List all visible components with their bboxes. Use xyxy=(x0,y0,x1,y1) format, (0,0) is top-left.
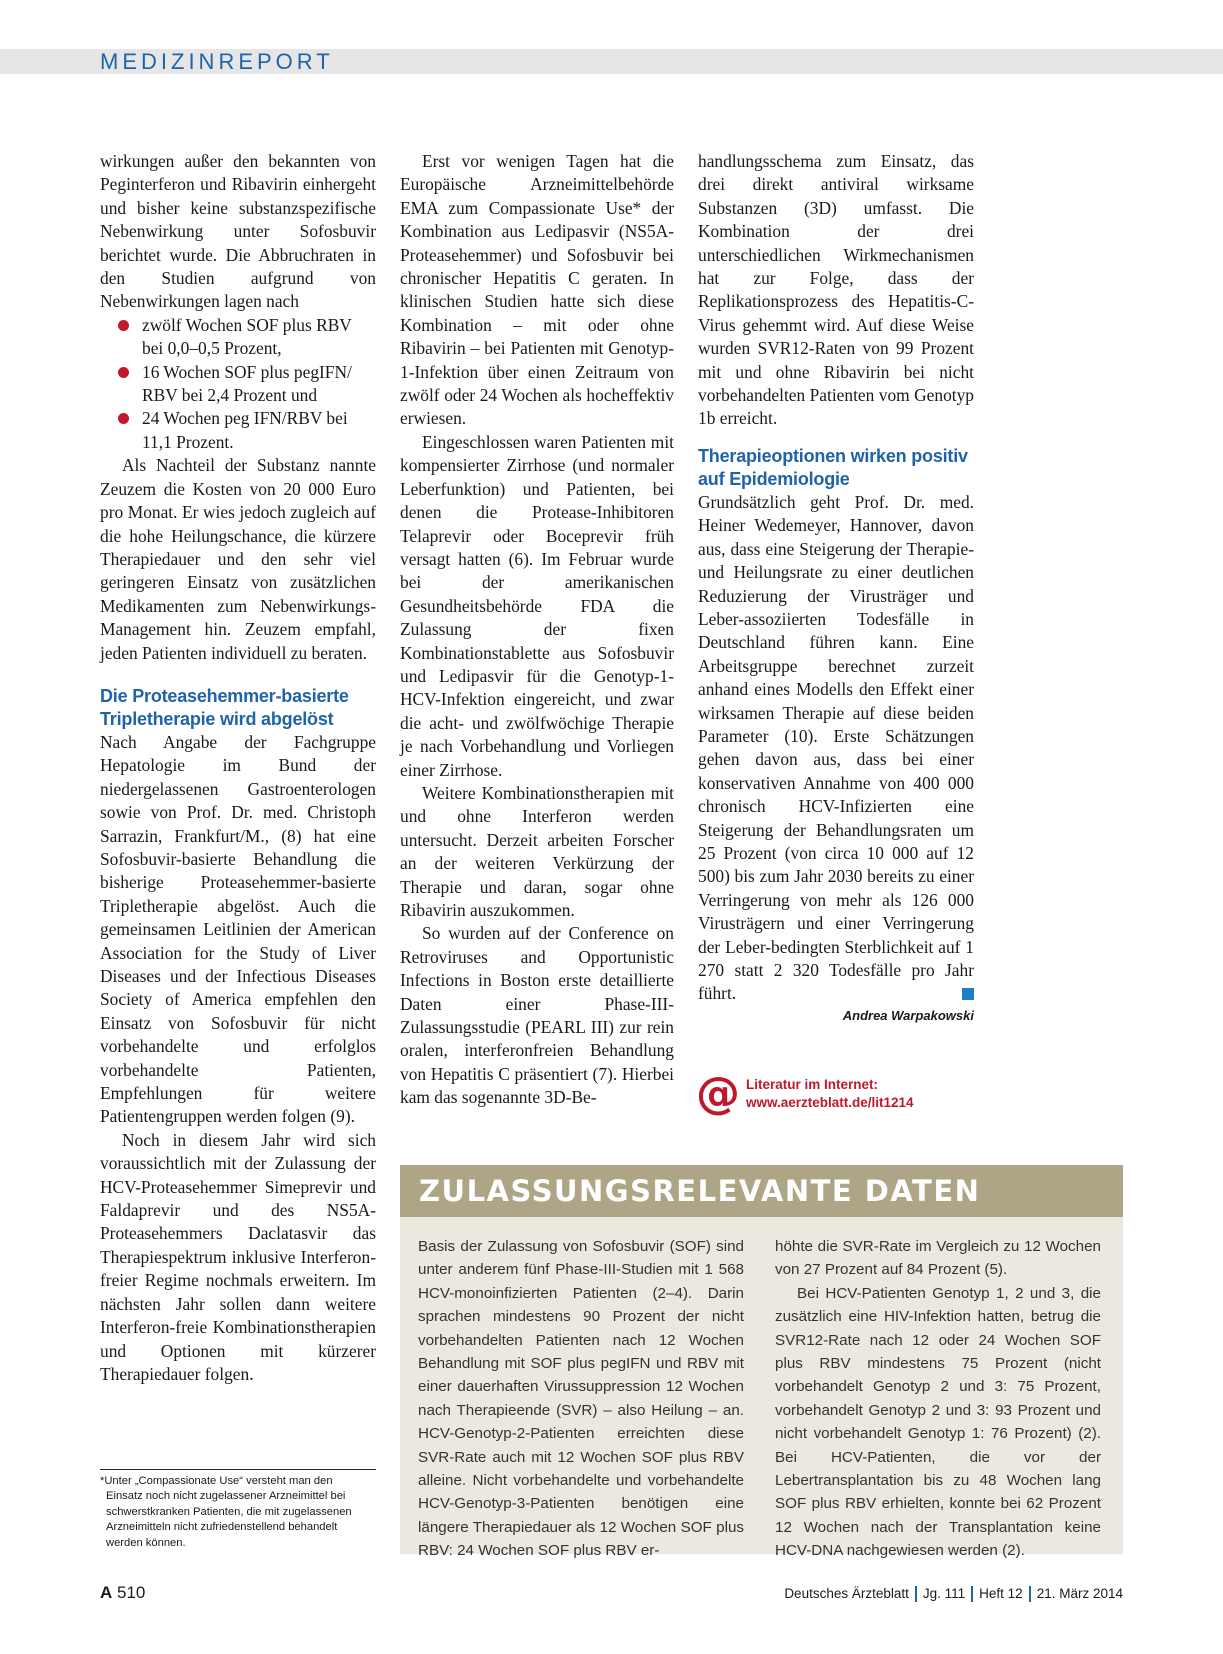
subheading: Die Proteasehemmer-basierte Tripletherapie wird abgelöst xyxy=(100,685,349,729)
literature-label: Literatur im Internet: xyxy=(746,1077,879,1092)
journal-volume: Jg. 111 xyxy=(922,1586,966,1601)
page-number-value: 510 xyxy=(117,1583,146,1602)
bullet-dot-icon xyxy=(118,367,129,378)
bullet-dot-icon xyxy=(118,320,129,331)
info-box-column-1 xyxy=(418,1235,744,1563)
info-box xyxy=(400,1165,1123,1560)
literature-link[interactable] xyxy=(696,1068,914,1119)
paragraph: handlungsschema zum Einsatz, das drei direkt antiviral wirksame Substanzen (3D) umfasst. Die Kombination der drei unterschiedlichen Wirkmechanismen hat zur Folge, dass der Replikationsprozess des Hepatitis-C-Virus gehemmt wird. Auf diese Weise wurden SVR12-Raten von 99 Prozent mit und ohne Ribavirin bei nicht vorbehandelten Patienten vom Genotyp 1b erreicht. xyxy=(698,151,974,429)
at-sign-icon: @ xyxy=(696,1068,740,1119)
footnote-divider xyxy=(100,1469,376,1470)
list-item-text: 16 Wochen SOF plus pegIFN/ RBV bei 2,4 Prozent und xyxy=(142,361,352,406)
paragraph: höhte die SVR-Rate im Vergleich zu 12 Wochen von 27 Prozent auf 84 Prozent (5). xyxy=(775,1238,1101,1279)
paragraph: Bei HCV-Patienten Genotyp 1, 2 und 3, die zusätzlich eine HIV-Infektion hatten, betrug die SVR12-Rate nach 12 oder 24 Wochen SOF plus RBV mindestens 75 Prozent (nicht vorbehandelt Genotyp 2 und 3: 75 Prozent, vorbehandelt Genotyp 2 und 3: 93 Prozent und nicht vorbehandelt Genotyp 1: 76 Prozent) (2). Bei HCV-Patienten, die vor der Lebertransplantation bis zu 48 Wochen lang SOF plus RBV erhielten, konnte bei 62 Prozent 12 Wochen nach der Transplantation keine HCV-DNA nachgewiesen werden (2). xyxy=(775,1284,1101,1560)
subheading: Therapieoptionen wirken positiv auf Epidemiologie xyxy=(698,445,968,489)
footnote-line: Einsatz noch nicht zugelassener Arzneimittel bei schwerstkranken Patienten, die mit zugelassenen Arzneimitteln nicht zufriedenstellend behandelt werden können. xyxy=(106,1490,352,1549)
journal-name: Deutsches Ärzteblatt xyxy=(784,1586,909,1601)
paragraph: Noch in diesem Jahr wird sich voraussichtlich mit der Zulassung der HCV-Proteasehemmer Simeprevir und Faldaprevir und des NS5A-Proteasehemmers Daclatasvir das Therapiespektrum inklusive Interferon-freier Regime nochmals erweitern. Im nächsten Jahr sollen dann weitere Interferon-freie Kombinationstherapien und Optionen mit kürzerer Therapiedauer folgen. xyxy=(100,1129,376,1384)
separator xyxy=(1029,1586,1031,1602)
paragraph: Nach Angabe der Fachgruppe Hepatologie im Bund der niedergelassenen Gastroenterologen sowie von Prof. Dr. med. Christoph Sarrazin, Frankfurt/M., (8) hat eine Sofosbuvir-basierte Behandlung die bisherige Proteasehemmer-basierte Tripletherapie abgelöst. Auch die gemeinsamen Leitlinien der American Association for the Study of Liver Diseases und der Infectious Diseases Society of America empfehlen den Einsatz von Sofosbuvir für nicht vorbehandelte und erfolglos vorbehandelte Patienten, Empfehlungen für weitere Patientengruppen werden folgen (9). xyxy=(100,731,376,1127)
info-box-column-2 xyxy=(775,1235,1101,1563)
paragraph: So wurden auf der Conference on Retroviruses and Opportunistic Infections in Boston erste detaillierte Daten einer Phase-III-Zulassungsstudie (PEARL III) zur rein oralen, interferonfreien Behandlung von Hepatitis C präsentiert (7). Hierbei kam das sogenannte 3D-Be- xyxy=(400,923,674,1108)
info-box-header xyxy=(400,1165,1123,1217)
column-1 xyxy=(100,150,376,1386)
bullet-dot-icon xyxy=(118,413,129,424)
section-label: MEDIZINREPORT xyxy=(100,49,334,74)
separator xyxy=(971,1586,973,1602)
page-number xyxy=(100,1583,145,1603)
page-prefix: A xyxy=(100,1583,113,1602)
paragraph: wirkungen außer den bekannten von Peginterferon und Ribavirin einhergeht und bisher keine substanzspezifische Nebenwirkung unter Sofosbuvir berichtet wurde. Die Abbruchraten in den Studien aufgrund von Nebenwirkungen lagen nach xyxy=(100,151,376,312)
paragraph: Erst vor wenigen Tagen hat die Europäische Arzneimittelbehörde EMA zum Compassionate Use* der Kombination aus Ledipasvir (NS5A-Proteasehemmer) und Sofosbuvir bei chronischer Hepatitis C geraten. In klinischen Studien hatte sich diese Kombination – mit oder ohne Ribavirin – bei Patienten mit Genotyp-1-Infektion über einen Zeitraum von zwölf oder 24 Wochen als hocheffektiv erwiesen. xyxy=(400,151,674,429)
column-2 xyxy=(400,150,674,1110)
list-item-text: 24 Wochen peg IFN/RBV bei 11,1 Prozent. xyxy=(142,408,348,452)
list-item-text: zwölf Wochen SOF plus RBV bei 0,0–0,5 Prozent, xyxy=(142,314,352,359)
journal-issue: Heft 12 xyxy=(979,1586,1023,1601)
list-item xyxy=(142,361,376,408)
paragraph: Eingeschlossen waren Patienten mit kompensierter Zirrhose (und normaler Leberfunktion) und Patienten, bei denen die Protease-Inhibitoren Telaprevir oder Boceprevir früh versagt hatten (6). Im Februar wurde bei der amerikanischen Gesundheitsbehörde FDA die Zulassung der fixen Kombinationstablette aus Sofosbuvir und Ledipasvir für die Genotyp-1-HCV-Infektion eingereicht, und zwar die acht- und zwölfwöchige Therapie je nach Vorbehandlung und Vorliegen einer Zirrhose. xyxy=(400,431,674,780)
footnote xyxy=(100,1474,376,1551)
footnote-line: *Unter „Compassionate Use“ versteht man den xyxy=(100,1475,333,1487)
info-box-title: ZULASSUNGSRELEVANTE DATEN xyxy=(419,1174,981,1208)
separator xyxy=(915,1586,917,1602)
paragraph xyxy=(698,491,974,1006)
list-item xyxy=(142,314,376,361)
end-mark-icon xyxy=(962,988,974,1000)
list-item xyxy=(142,407,376,454)
journal-date: 21. März 2014 xyxy=(1036,1586,1123,1601)
bullet-list xyxy=(100,314,376,454)
author-name: Andrea Warpakowski xyxy=(842,1007,974,1023)
literature-url[interactable]: www.aerzteblatt.de/lit1214 xyxy=(746,1095,914,1110)
column-3 xyxy=(698,150,974,1026)
paragraph: Weitere Kombinationstherapien mit und ohne Interferon werden untersucht. Derzeit arbeiten Forscher an der weiteren Verkürzung der Therapie und daran, sogar ohne Ribavirin auszukommen. xyxy=(400,782,674,920)
paragraph: Als Nachteil der Substanz nannte Zeuzem die Kosten von 20 000 Euro pro Monat. Er wies jedoch zugleich auf die hohe Heilungschance, die kürzere Therapiedauer und den sehr viel geringeren Einsatz von zusätzlichen Medikamenten zum Nebenwirkungs-Management hin. Zeuzem empfahl, jeden Patienten individuell zu beraten. xyxy=(100,455,376,663)
journal-info xyxy=(784,1586,1123,1602)
literature-text xyxy=(746,1076,914,1112)
paragraph-text: Grundsätzlich geht Prof. Dr. med. Heiner Wedemeyer, Hannover, davon aus, dass eine Steigerung der Therapie- und Heilungsrate zu einer deutlichen Reduzierung der Virusträger und Leber-assoziierten Todesfälle in Deutschland führen kann. Eine Arbeitsgruppe berechnet zurzeit anhand eines Modells den Effekt einer wirksamen Therapie auf diese beiden Parameter (10). Erste Schätzungen gehen davon aus, dass bei einer konservativen Annahme von 400 000 chronisch HCV-Infizierten eine Steigerung der Behandlungsraten um 25 Prozent (von circa 10 000 auf 12 500) bis zum Jahr 2030 bereits zu einer Verringerung von mehr als 126 000 Virusträgern und einer Verringerung der Leber-bedingten Sterblichkeit auf 1 270 statt 2 320 Todesfälle pro Jahr führt. xyxy=(698,491,974,1004)
paragraph: Basis der Zulassung von Sofosbuvir (SOF) sind unter anderem fünf Phase-III-Studien mit 1 568 HCV-monoinfizierten Patienten (2–4). Darin sprachen mindestens 90 Prozent der nicht vorbehandelten Patienten nach 12 Wochen Behandlung mit SOF plus pegIFN und RBV mit einer dauerhaften Virussuppression 12 Wochen nach Therapieende (SVR) – also Heilung – an. HCV-Genotyp-2-Patienten erreichten diese SVR-Rate auch mit 12 Wochen SOF plus RBV alleine. Nicht vorbehandelte und vorbehandelte HCV-Genotyp-3-Patienten benötigen eine längere Therapiedauer als 12 Wochen SOF plus RBV: 24 Wochen SOF plus RBV er- xyxy=(418,1238,744,1560)
